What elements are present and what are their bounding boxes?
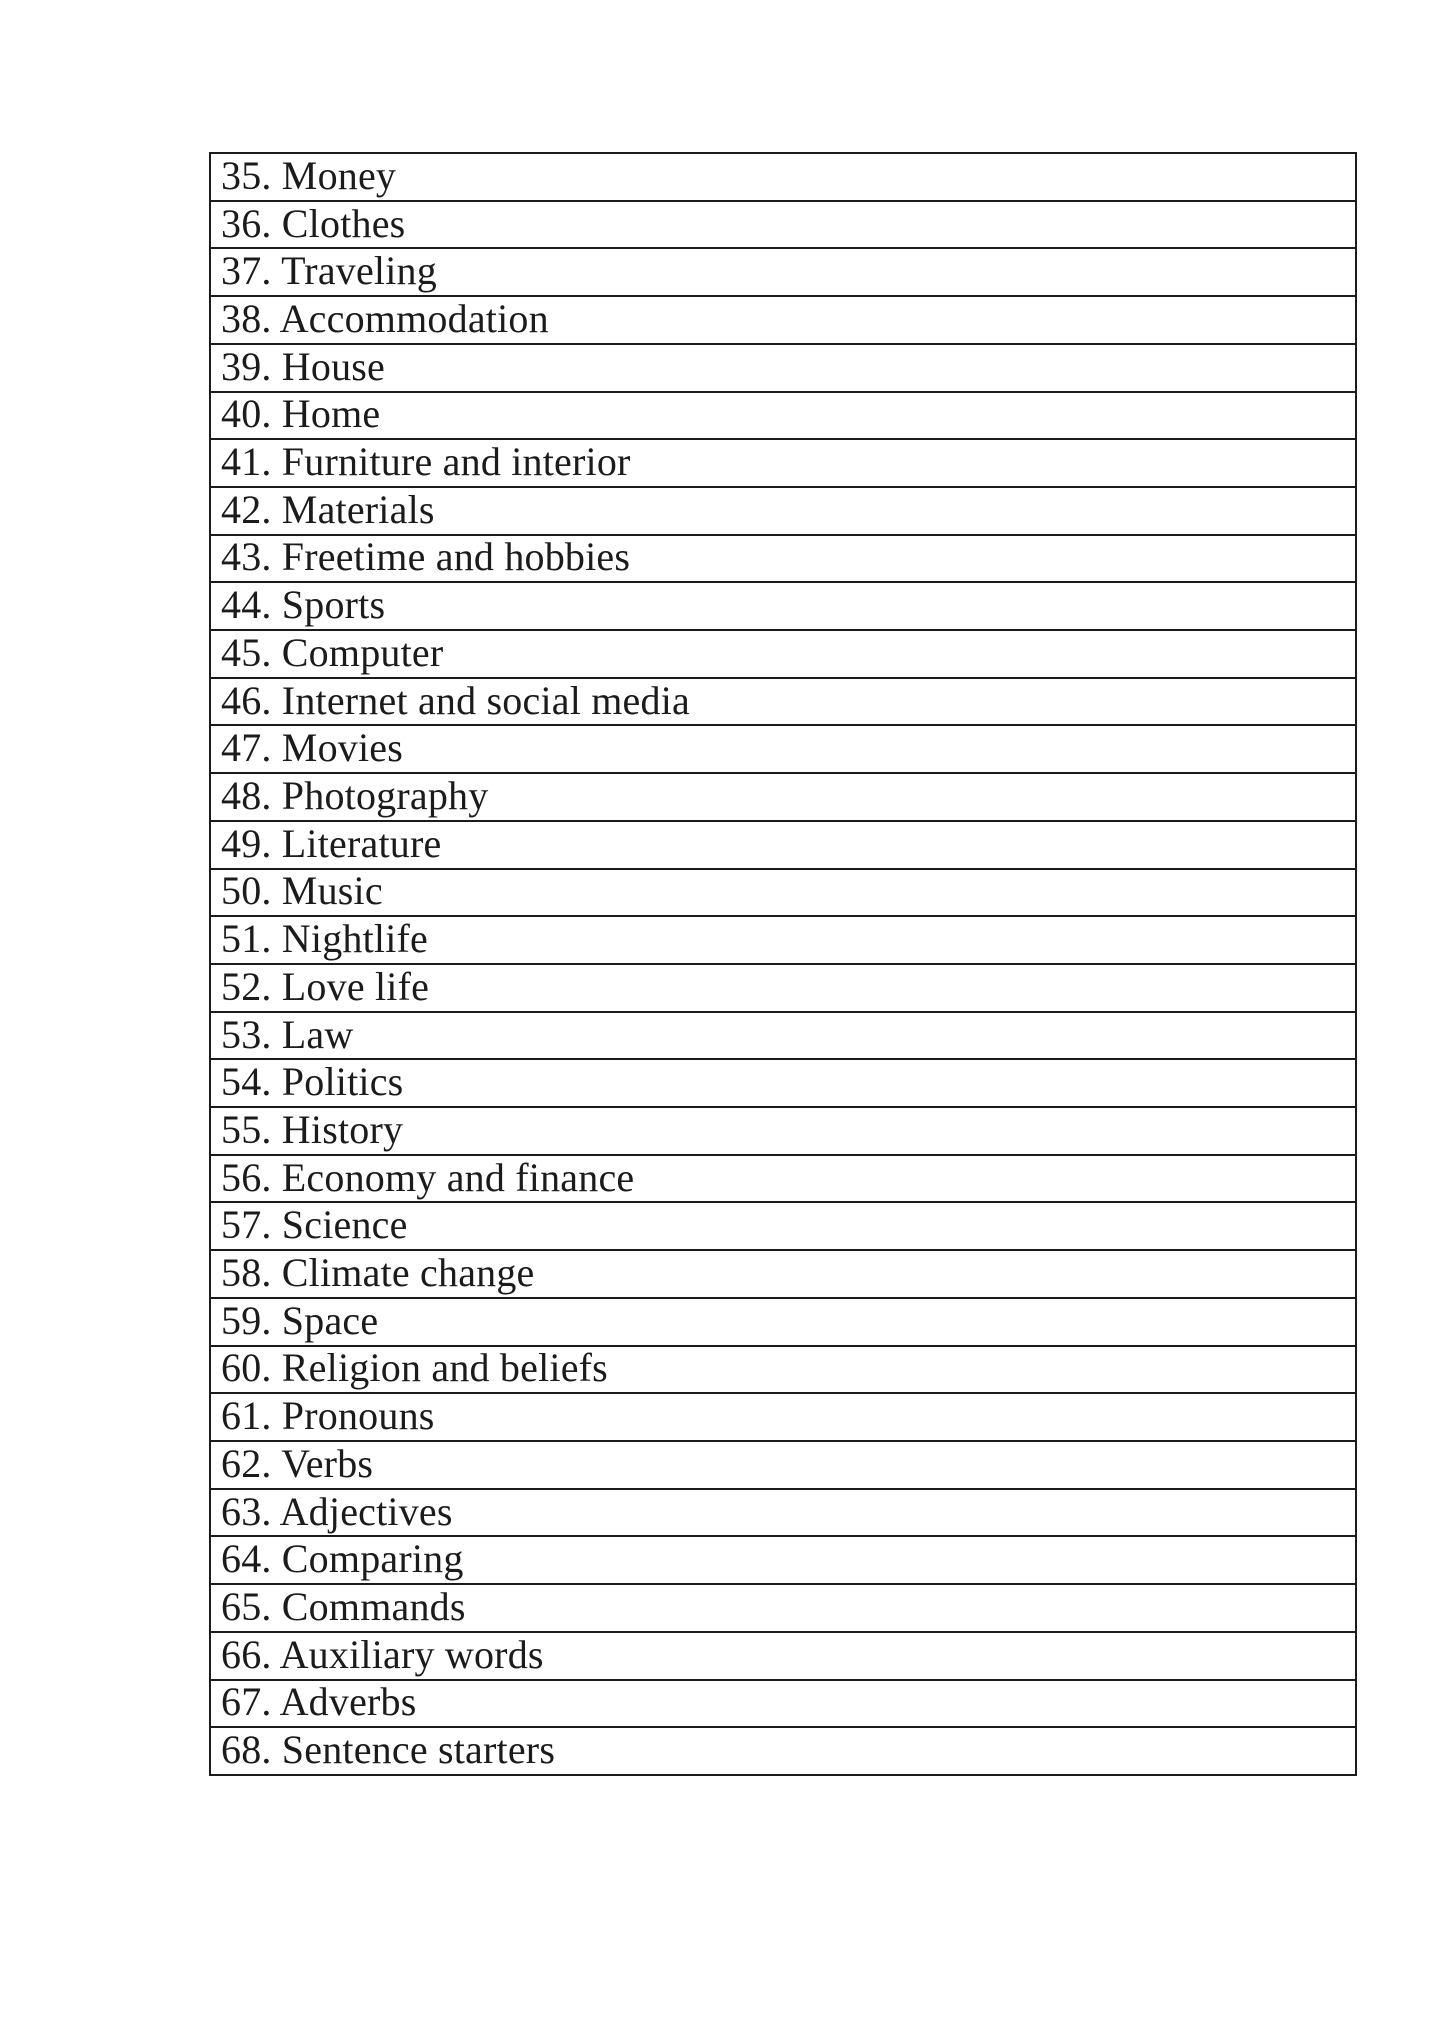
- chapter-entry-label: 40. Home: [221, 392, 381, 437]
- contents-row: [211, 154, 1355, 202]
- chapter-entry-label: 67. Adverbs: [221, 1680, 417, 1725]
- contents-row: [211, 488, 1355, 536]
- chapter-entry-label: 44. Sports: [221, 583, 386, 628]
- chapter-entry-label: 53. Law: [221, 1012, 354, 1057]
- chapter-entry-label: 37. Traveling: [221, 249, 437, 294]
- contents-row: [211, 1728, 1355, 1774]
- contents-row: [211, 202, 1355, 250]
- chapter-entry-label: 54. Politics: [221, 1060, 404, 1105]
- chapter-entry-label: 46. Internet and social media: [221, 678, 690, 723]
- chapter-entry-label: 61. Pronouns: [221, 1394, 435, 1439]
- contents-row: [211, 1633, 1355, 1681]
- chapter-entry-label: 57. Science: [221, 1203, 408, 1248]
- contents-row: [211, 1203, 1355, 1251]
- chapter-entry-label: 63. Adjectives: [221, 1489, 453, 1534]
- contents-row: [211, 870, 1355, 918]
- chapter-entry-label: 49. Literature: [221, 821, 442, 866]
- contents-row: [211, 1108, 1355, 1156]
- contents-row: [211, 1681, 1355, 1729]
- chapter-entry-label: 52. Love life: [221, 964, 430, 1009]
- contents-row: [211, 583, 1355, 631]
- chapter-entry-label: 59. Space: [221, 1298, 379, 1343]
- contents-row: [211, 965, 1355, 1013]
- contents-row: [211, 1347, 1355, 1395]
- chapter-entry-label: 45. Computer: [221, 631, 444, 675]
- chapter-entry-label: 43. Freetime and hobbies: [221, 535, 631, 580]
- contents-row: [211, 440, 1355, 488]
- chapter-entry-label: 38. Accommodation: [221, 297, 549, 341]
- contents-row: [211, 1394, 1355, 1442]
- contents-row: [211, 822, 1355, 870]
- chapter-entry-label: 65. Commands: [221, 1585, 466, 1629]
- chapter-entry-label: 58. Climate change: [221, 1251, 535, 1296]
- chapter-entry-label: 68. Sentence starters: [221, 1728, 556, 1773]
- chapter-entry-label: 47. Movies: [221, 726, 403, 771]
- contents-row: [211, 297, 1355, 345]
- chapter-entry-label: 39. House: [221, 344, 386, 389]
- contents-row: [211, 1490, 1355, 1538]
- contents-row: [211, 631, 1355, 679]
- chapter-entry-label: 35. Money: [221, 154, 397, 198]
- contents-row: [211, 1537, 1355, 1585]
- contents-row: [211, 1585, 1355, 1633]
- contents-row: [211, 726, 1355, 774]
- chapter-entry-label: 42. Materials: [221, 487, 435, 532]
- contents-table: [209, 152, 1357, 1776]
- chapter-entry-label: 48. Photography: [221, 774, 489, 818]
- contents-row: [211, 917, 1355, 965]
- chapter-entry-label: 56. Economy and finance: [221, 1155, 635, 1200]
- chapter-entry-label: 36. Clothes: [221, 201, 406, 246]
- chapter-entry-label: 64. Comparing: [221, 1537, 464, 1582]
- contents-row: [211, 1060, 1355, 1108]
- contents-row: [211, 1156, 1355, 1204]
- chapter-entry-label: 50. Music: [221, 869, 383, 914]
- contents-row: [211, 345, 1355, 393]
- contents-row: [211, 1442, 1355, 1490]
- contents-row: [211, 774, 1355, 822]
- contents-row: [211, 536, 1355, 584]
- chapter-entry-label: 41. Furniture and interior: [221, 440, 631, 485]
- contents-row: [211, 1013, 1355, 1061]
- contents-row: [211, 679, 1355, 727]
- contents-row: [211, 1251, 1355, 1299]
- chapter-entry-label: 55. History: [221, 1108, 404, 1152]
- contents-row: [211, 393, 1355, 441]
- contents-row: [211, 249, 1355, 297]
- chapter-entry-label: 60. Religion and beliefs: [221, 1346, 608, 1391]
- chapter-entry-label: 51. Nightlife: [221, 917, 429, 962]
- chapter-entry-label: 62. Verbs: [221, 1441, 374, 1486]
- chapter-entry-label: 66. Auxiliary words: [221, 1632, 544, 1677]
- contents-row: [211, 1299, 1355, 1347]
